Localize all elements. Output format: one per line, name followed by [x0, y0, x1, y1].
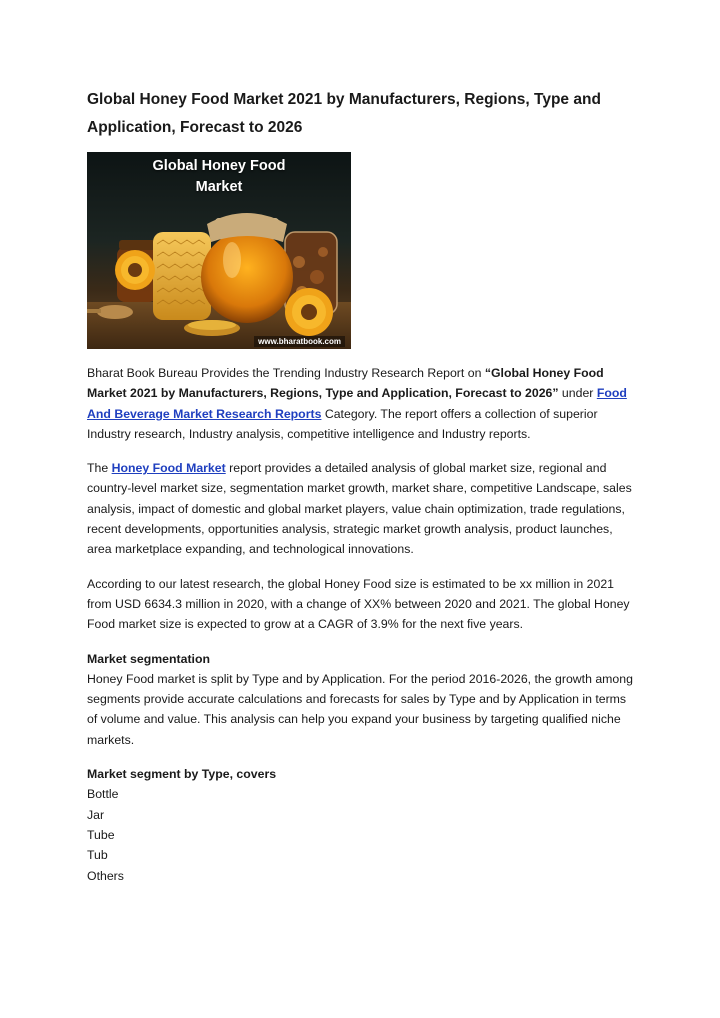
segmentation-heading: Market segmentation	[87, 651, 210, 666]
research-paragraph: According to our latest research, the global Honey Food size is estimated to be xx million in 2021 from USD 6634.3 million in 2020, with a change of XX% between 2020 and 2021. The global Honey Food market size is expected to grow at a CAGR of 3.9% for the next five years.	[87, 576, 630, 632]
list-item: Tub	[87, 848, 108, 863]
hero-watermark: www.bharatbook.com	[254, 336, 345, 347]
list-item: Jar	[87, 807, 105, 822]
sunflower-left	[115, 250, 155, 290]
list-item: Others	[87, 868, 124, 883]
page-title: Global Honey Food Market 2021 by Manufacturers, Regions, Type and Application, Forecast to 2026	[87, 91, 601, 136]
document-page	[87, 86, 635, 886]
list-item: Bottle	[87, 787, 119, 802]
intro-paragraph: Bharat Book Bureau Provides the Trending Industry Research Report on “Global Honey Food Market 2021 by Manufacturers, Regions, Type and Application, Forecast to 2026” under Food And Beverage Market Research Reports Category. The report offers a collection of superior Industry research, Industry analysis, competitive intelligence and Industry reports.	[87, 366, 627, 441]
sunflower-right	[285, 288, 333, 336]
food-beverage-reports-link[interactable]: Food And Beverage Market Research Reports	[87, 386, 627, 421]
hero-heading: Global Honey Food Market	[152, 158, 286, 195]
list-item: Tube	[87, 827, 115, 842]
segmentation-text: Honey Food market is split by Type and by Application. For the period 2016-2026, the growth among segments provide accurate calculations and forecasts for sales by Type and by Application in terms of volume and value. This analysis can help you expand your business by targeting qualified niche markets.	[87, 671, 633, 747]
honey-food-market-link[interactable]: Honey Food Market	[111, 461, 226, 476]
report-title-bold: “Global Honey Food Market 2021 by Manufacturers, Regions, Type and Application, Forecast to 2026”	[87, 366, 604, 401]
type-segment-section	[87, 764, 635, 886]
type-segment-heading: Market segment by Type, covers	[87, 767, 277, 782]
overview-paragraph: The Honey Food Market report provides a detailed analysis of global market size, regional and country-level market size, segmentation market growth, market share, competitive Landscape, sales analysis, impact of domestic and global market players, value chain optimization, trade regulations, recent developments, opportunities analysis, strategic market growth analysis, product launches, area marketplace expanding, and technological innovations.	[87, 461, 632, 557]
hero-image	[87, 152, 351, 349]
segmentation-section	[87, 649, 635, 750]
